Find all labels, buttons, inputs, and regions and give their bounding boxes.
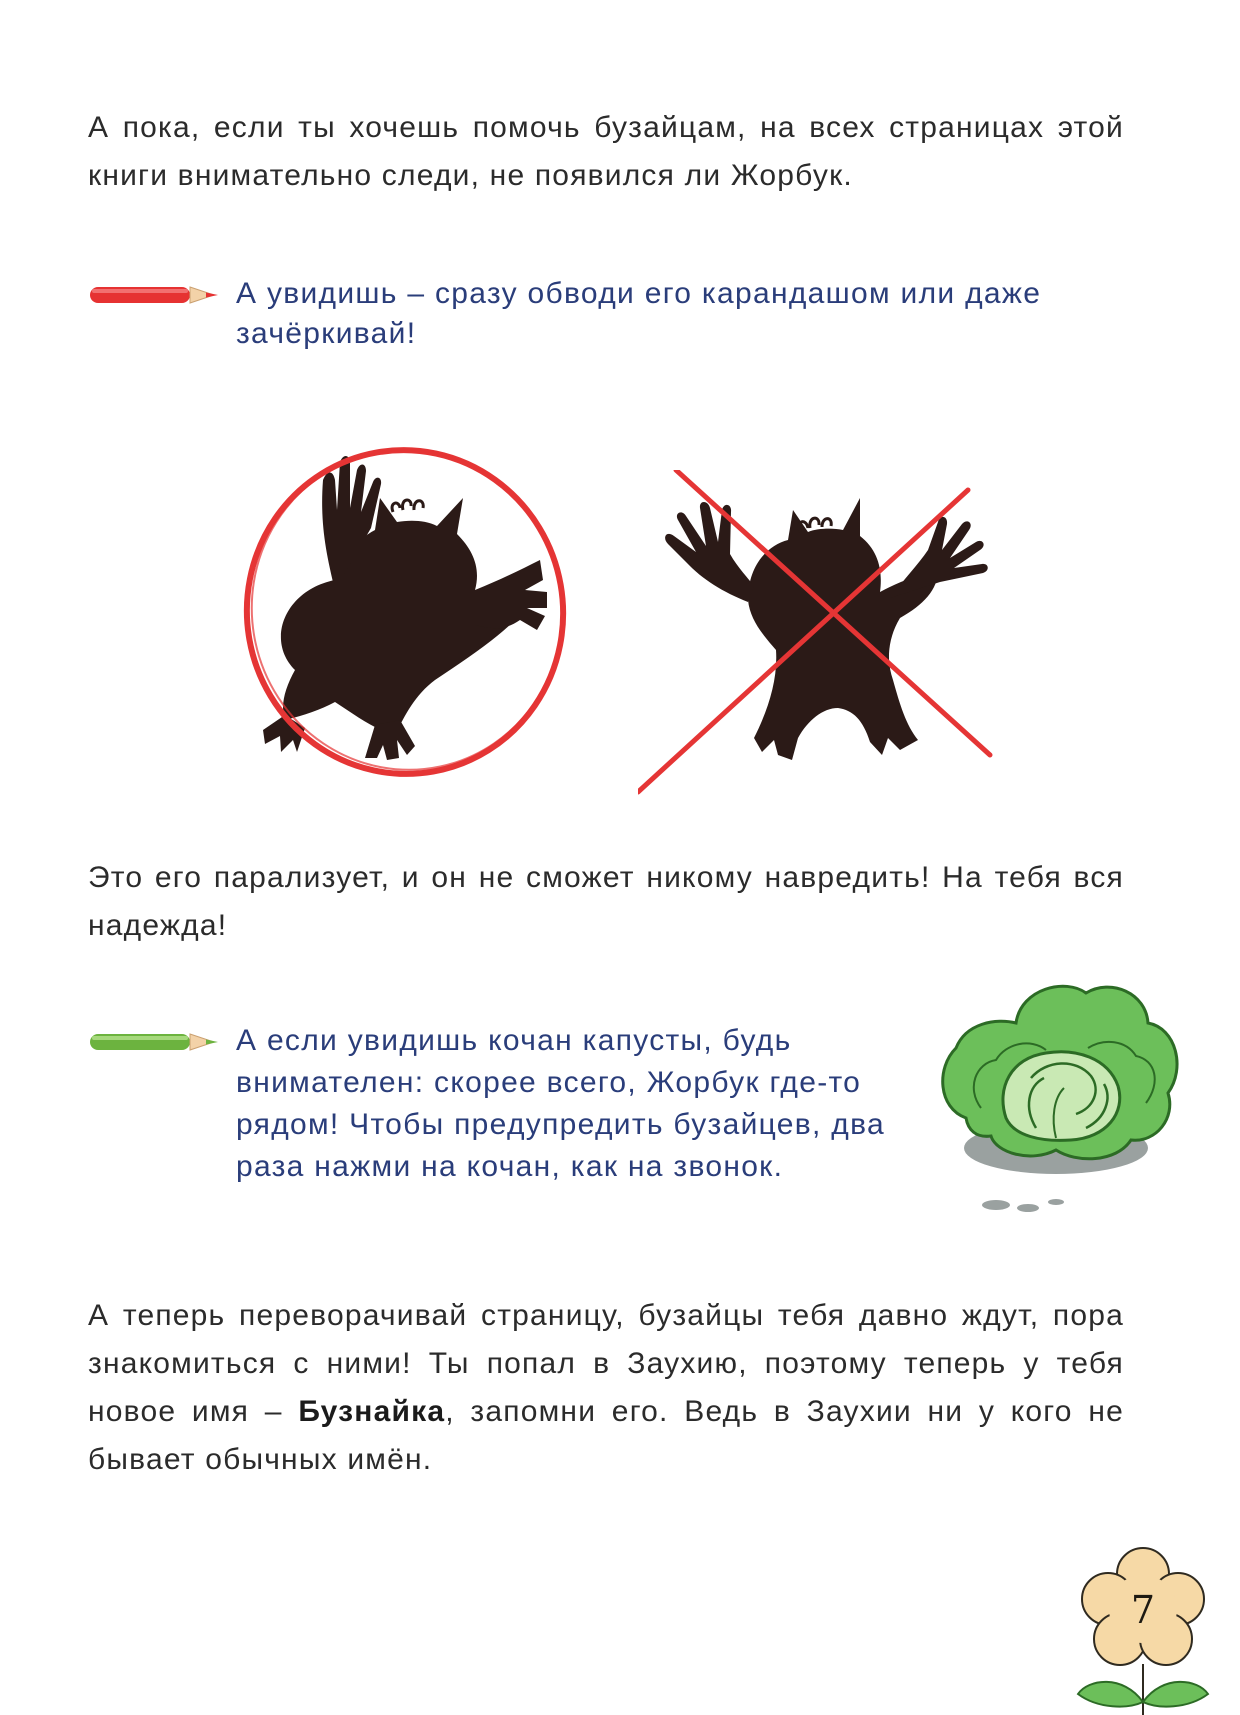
circled-zhorbuk-silhouette-icon bbox=[225, 440, 585, 785]
outro-text-after: , запомни его. Ведь в Заухии ни у кого не бывает обычных имён. bbox=[88, 1395, 1124, 1476]
outro-paragraph bbox=[88, 1292, 1124, 1484]
instruction-red-text: А увидишь – сразу обводи его карандашом или даже зачёркивай! bbox=[236, 277, 1042, 350]
green-pencil-icon bbox=[88, 1027, 224, 1057]
instruction-green-text: А если увидишь кочан капусты, будь внимателен: скорее всего, Жорбук где-то рядом! Чтобы предупредить бузайцев, два раза нажми на кочан, как на звонок. bbox=[236, 1024, 885, 1183]
result-paragraph: Это его парализует, и он не сможет никому навредить! На тебя вся надежда! bbox=[88, 861, 1124, 942]
page-number: 7 bbox=[1130, 1588, 1156, 1632]
outro-text-before: А теперь переворачивай страницу, бузайцы тебя давно ждут, пора знакомиться с ними! Ты попал в Заухию, поэтому теперь у тебя новое имя – bbox=[88, 1299, 1124, 1428]
cabbage-icon[interactable] bbox=[936, 968, 1196, 1218]
intro-paragraph: А пока, если ты хочешь помочь бузайцам, на всех страницах этой книги внимательно следи, не появился ли Жорбук. bbox=[88, 111, 1124, 192]
new-name: Бузнайка bbox=[298, 1395, 446, 1428]
red-pencil-icon bbox=[88, 280, 224, 310]
crossed-out-zhorbuk-silhouette-icon bbox=[638, 470, 998, 800]
